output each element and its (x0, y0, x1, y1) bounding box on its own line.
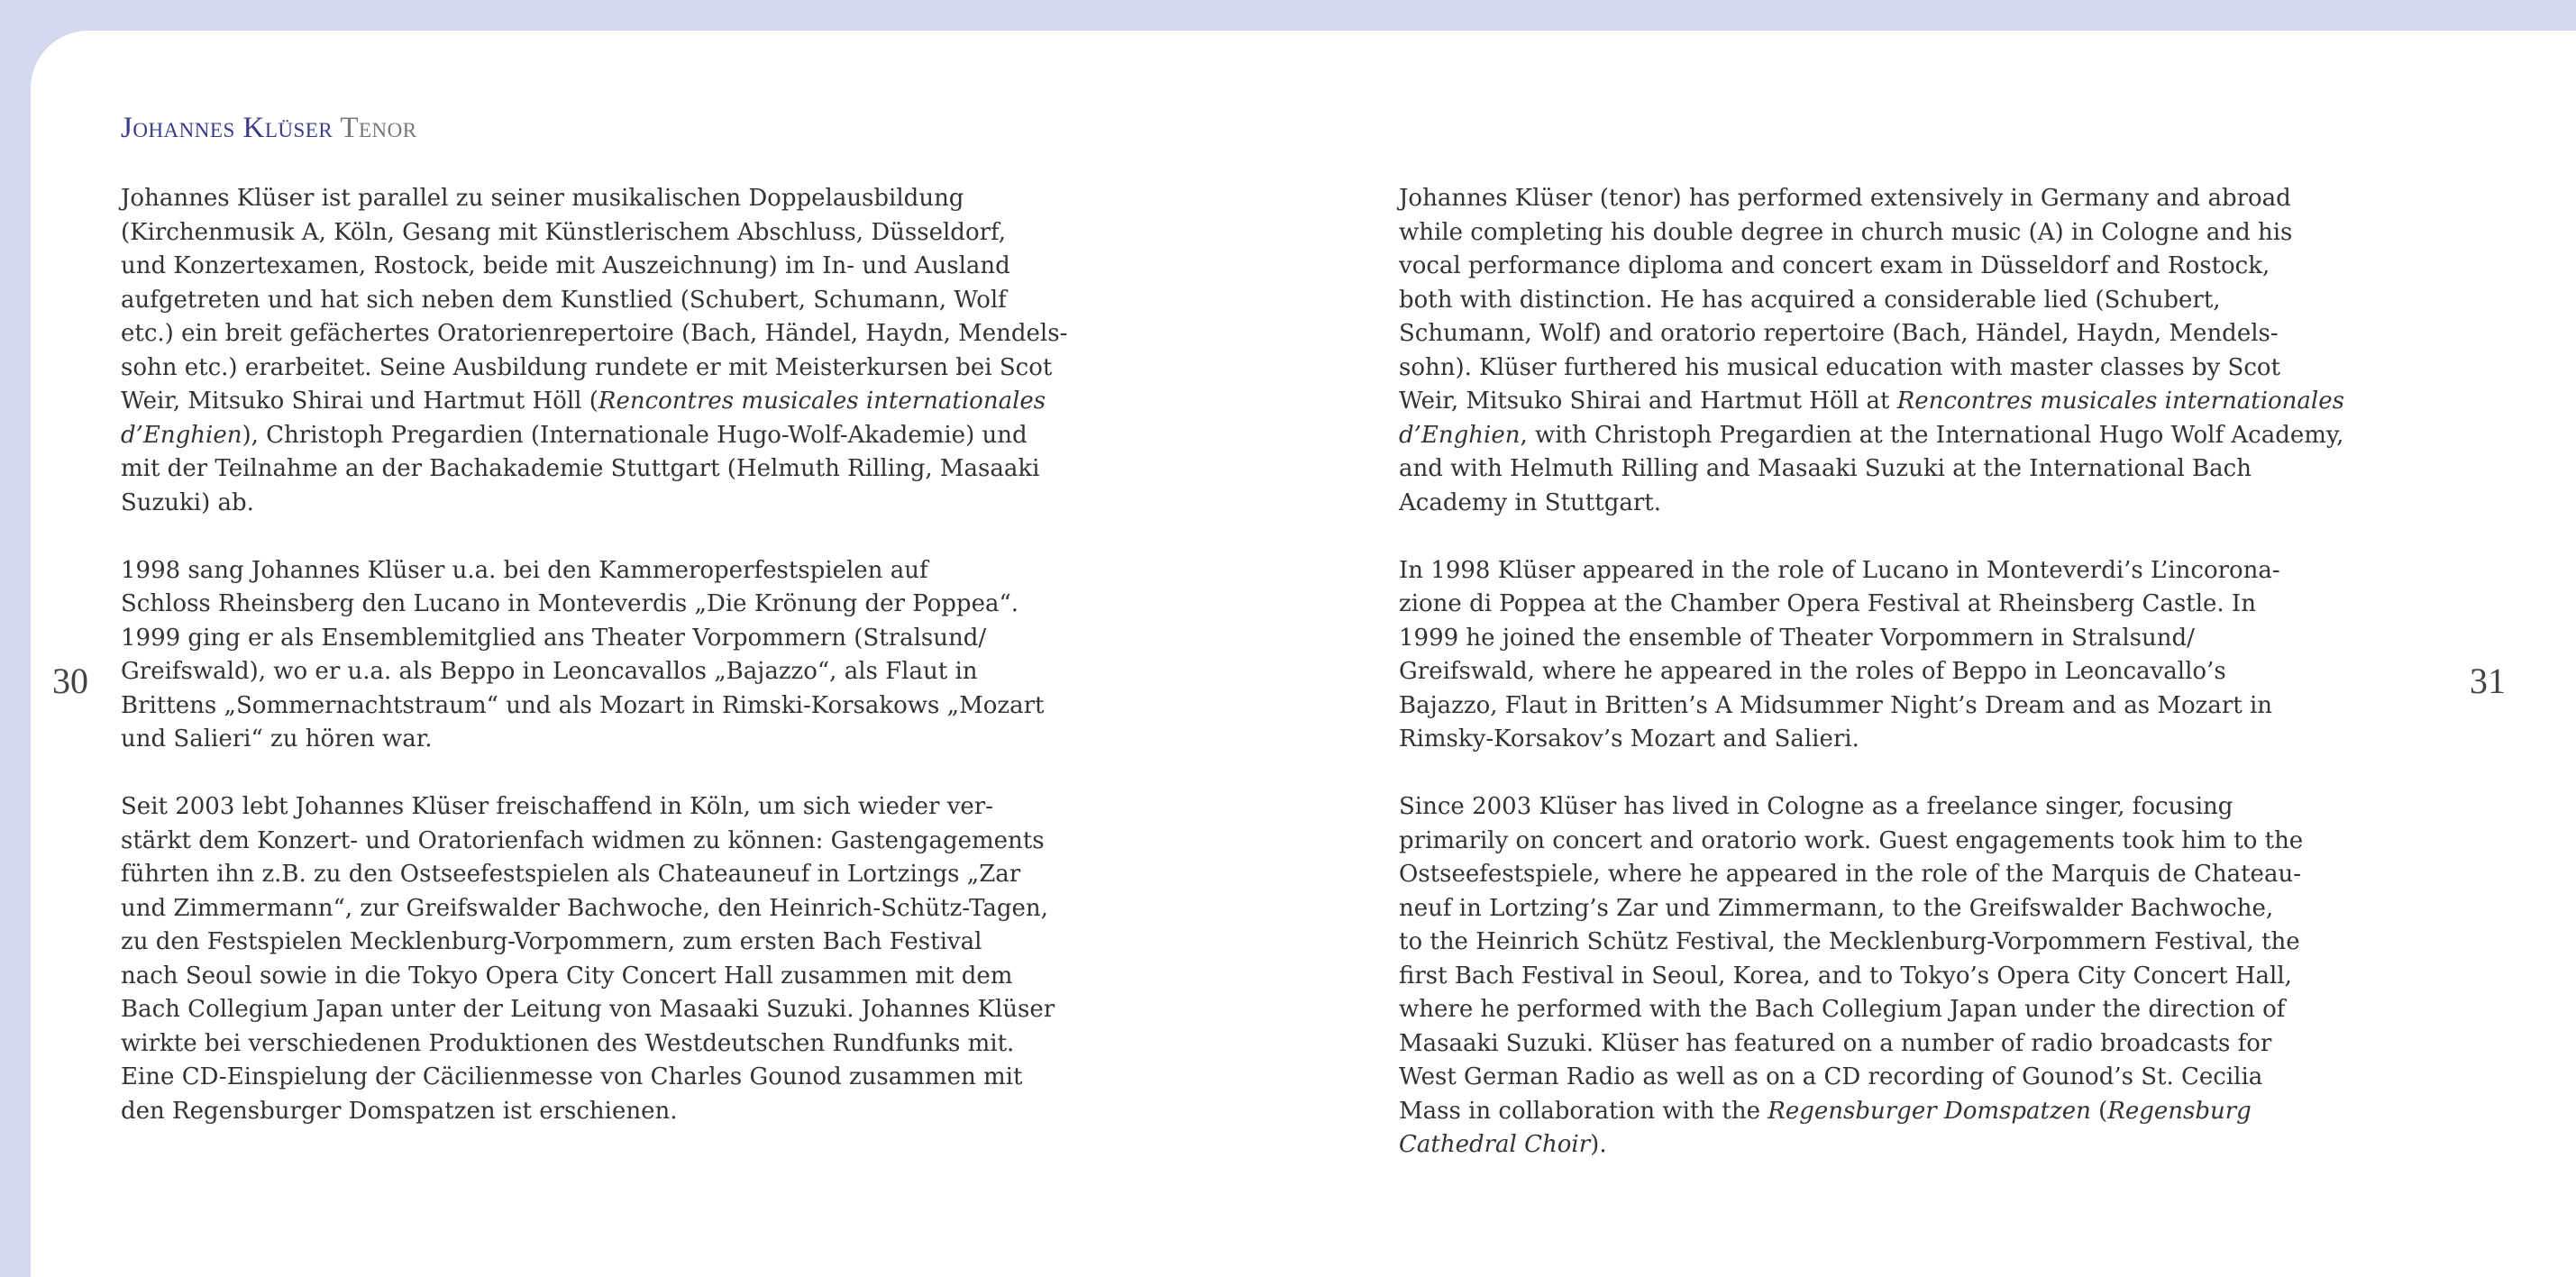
text-line: Brittens „Sommernachtstraum“ und als Mozart in Rimski-Korsakows „Mozart (121, 691, 1045, 719)
text-line: vocal performance diploma and concert exam in Düsseldorf and Rostock, (1399, 252, 2270, 279)
text-line: 1999 ging er als Ensemblemitglied ans Theater Vorpommern (Stralsund/ (121, 624, 987, 652)
text-line: sohn). Klüser furthered his musical education with master classes by Scot (1399, 353, 2280, 381)
text-segment: ), Christoph Pregardien (Internationale Hugo-Wolf-Akademie) und (242, 421, 1028, 449)
text-line: Greifswald), wo er u.a. als Beppo in Leoncavallos „Bajazzo“, als Flaut in (121, 658, 978, 685)
text-segment: , with Christoph Pregardien at the International Hugo Wolf Academy, (1520, 421, 2344, 449)
artist-heading (121, 112, 417, 145)
text-line: Academy in Stuttgart. (1399, 488, 1661, 516)
text-line (1399, 419, 2489, 453)
text-line (1399, 1095, 2489, 1129)
page-number-left: 30 (52, 661, 88, 701)
text-line: zu den Festspielen Mecklenburg-Vorpommern, zum ersten Bach Festival (121, 928, 982, 955)
text-line: while completing his double degree in church music (A) in Cologne and his (1399, 218, 2293, 246)
italic-title: Rencontres musicales internationales (1896, 388, 2344, 415)
text-segment: Mass in collaboration with the (1399, 1097, 1768, 1125)
english-paragraph-1 (1399, 182, 2489, 520)
text-line: nach Seoul sowie in die Tokyo Opera City Concert Hall zusammen mit dem (121, 962, 1013, 990)
voice-type: Tenor (340, 112, 417, 144)
german-paragraph-3 (121, 790, 1202, 1128)
text-line: 1998 sang Johannes Klüser u.a. bei den Kammeroperfestspielen auf (121, 556, 928, 584)
german-paragraph-2 (121, 554, 1202, 757)
text-line: 1999 he joined the ensemble of Theater Vorpommern in Stralsund/ (1399, 624, 2195, 652)
text-line: Greifswald, where he appeared in the roles of Beppo in Leoncavallo’s (1399, 658, 2226, 685)
page-number-right: 31 (2470, 661, 2506, 701)
text-line: where he performed with the Bach Collegium Japan under the direction of (1399, 996, 2286, 1023)
text-line: sohn etc.) erarbeitet. Seine Ausbildung rundete er mit Meisterkursen bei Scot (121, 353, 1053, 381)
german-biography (121, 182, 1202, 1163)
text-line: Suzuki) ab. (121, 488, 254, 516)
text-line: etc.) ein breit gefächertes Oratorienrepertoire (Bach, Händel, Haydn, Mendels- (121, 320, 1068, 347)
text-line (121, 419, 1202, 453)
english-paragraph-2 (1399, 554, 2489, 757)
text-line: neuf in Lortzing’s Zar und Zimmermann, to the Greifswalder Bachwoche, (1399, 894, 2274, 922)
text-line: and with Helmuth Rilling and Masaaki Suzuki at the International Bach (1399, 455, 2252, 482)
text-line: Johannes Klüser (tenor) has performed extensively in Germany and abroad (1399, 185, 2291, 212)
italic-title: d’Enghien (121, 421, 242, 449)
text-line: und Zimmermann“, zur Greifswalder Bachwoche, den Heinrich-Schütz-Tagen, (121, 894, 1048, 922)
text-line: West German Radio as well as on a CD recording of Gounod’s St. Cecilia (1399, 1063, 2263, 1090)
text-line: Since 2003 Klüser has lived in Cologne as a freelance singer, focusing (1399, 793, 2233, 820)
text-line: Johannes Klüser ist parallel zu seiner musikalischen Doppelausbildung (121, 185, 964, 212)
text-line: primarily on concert and oratorio work. Guest engagements took him to the (1399, 826, 2304, 854)
text-line: zione di Poppea at the Chamber Opera Festival at Rheinsberg Castle. In (1399, 590, 2256, 617)
text-line: (Kirchenmusik A, Köln, Gesang mit Künstlerischem Abschluss, Düsseldorf, (121, 218, 1006, 246)
text-line: und Salieri“ zu hören war. (121, 725, 433, 753)
english-paragraph-3 (1399, 790, 2489, 1163)
text-segment: ( (2090, 1097, 2108, 1125)
text-line: Schumann, Wolf) and oratorio repertoire (Bach, Händel, Haydn, Mendels- (1399, 320, 2279, 347)
text-line: Seit 2003 lebt Johannes Klüser freischaffend in Köln, um sich wieder ver- (121, 793, 994, 820)
text-line (121, 385, 1202, 419)
text-line: In 1998 Klüser appeared in the role of Lucano in Monteverdi’s L’incorona- (1399, 556, 2280, 584)
text-line (1399, 385, 2489, 419)
text-line: den Regensburger Domspatzen ist erschienen. (121, 1097, 678, 1125)
text-line (1399, 1128, 2489, 1163)
text-segment: ). (1590, 1131, 1607, 1158)
text-line: aufgetreten und hat sich neben dem Kunstlied (Schubert, Schumann, Wolf (121, 286, 1007, 314)
italic-title: Cathedral Choir (1399, 1131, 1591, 1158)
text-line: to the Heinrich Schütz Festival, the Mecklenburg-Vorpommern Festival, the (1399, 928, 2300, 955)
text-segment: Weir, Mitsuko Shirai und Hartmut Höll ( (121, 388, 598, 415)
text-line: wirkte bei verschiedenen Produktionen des Westdeutschen Rundfunks mit. (121, 1029, 1015, 1057)
text-line: both with distinction. He has acquired a considerable lied (Schubert, (1399, 286, 2221, 314)
italic-title: Rencontres musicales internationales (598, 388, 1046, 415)
text-line: Eine CD-Einspielung der Cäcilienmesse von Charles Gounod zusammen mit (121, 1063, 1023, 1090)
text-line: und Konzertexamen, Rostock, beide mit Auszeichnung) im In- und Ausland (121, 252, 1010, 279)
text-line: stärkt dem Konzert- und Oratorienfach widmen zu können: Gastengagements (121, 826, 1045, 854)
german-paragraph-1 (121, 182, 1202, 520)
text-line: Masaaki Suzuki. Klüser has featured on a number of radio broadcasts for (1399, 1029, 2272, 1057)
text-line: Schloss Rheinsberg den Lucano in Monteverdis „Die Krönung der Poppea“. (121, 590, 1019, 617)
text-line: first Bach Festival in Seoul, Korea, and to Tokyo’s Opera City Concert Hall, (1399, 962, 2292, 990)
text-line: führten ihn z.B. zu den Ostseefestspielen als Chateauneuf in Lortzings „Zar (121, 861, 1021, 888)
text-segment: Weir, Mitsuko Shirai and Hartmut Höll at (1399, 388, 1897, 415)
text-line: mit der Teilnahme an der Bachakademie Stuttgart (Helmuth Rilling, Masaaki (121, 455, 1040, 482)
italic-title: Regensburg (2107, 1097, 2252, 1125)
italic-title: d’Enghien (1399, 421, 1521, 449)
text-line: Bach Collegium Japan unter der Leitung von Masaaki Suzuki. Johannes Klüser (121, 996, 1055, 1023)
booklet-spread (31, 31, 2576, 1277)
text-line: Ostseefestspiele, where he appeared in the role of the Marquis de Chateau- (1399, 861, 2301, 888)
artist-name: Johannes Klüser (121, 112, 333, 144)
english-biography (1399, 182, 2489, 1196)
text-line: Bajazzo, Flaut in Britten’s A Midsummer Night’s Dream and as Mozart in (1399, 691, 2273, 719)
text-line: Rimsky-Korsakov’s Mozart and Salieri. (1399, 725, 1859, 753)
italic-title: Regensburger Domspatzen (1768, 1097, 2091, 1125)
